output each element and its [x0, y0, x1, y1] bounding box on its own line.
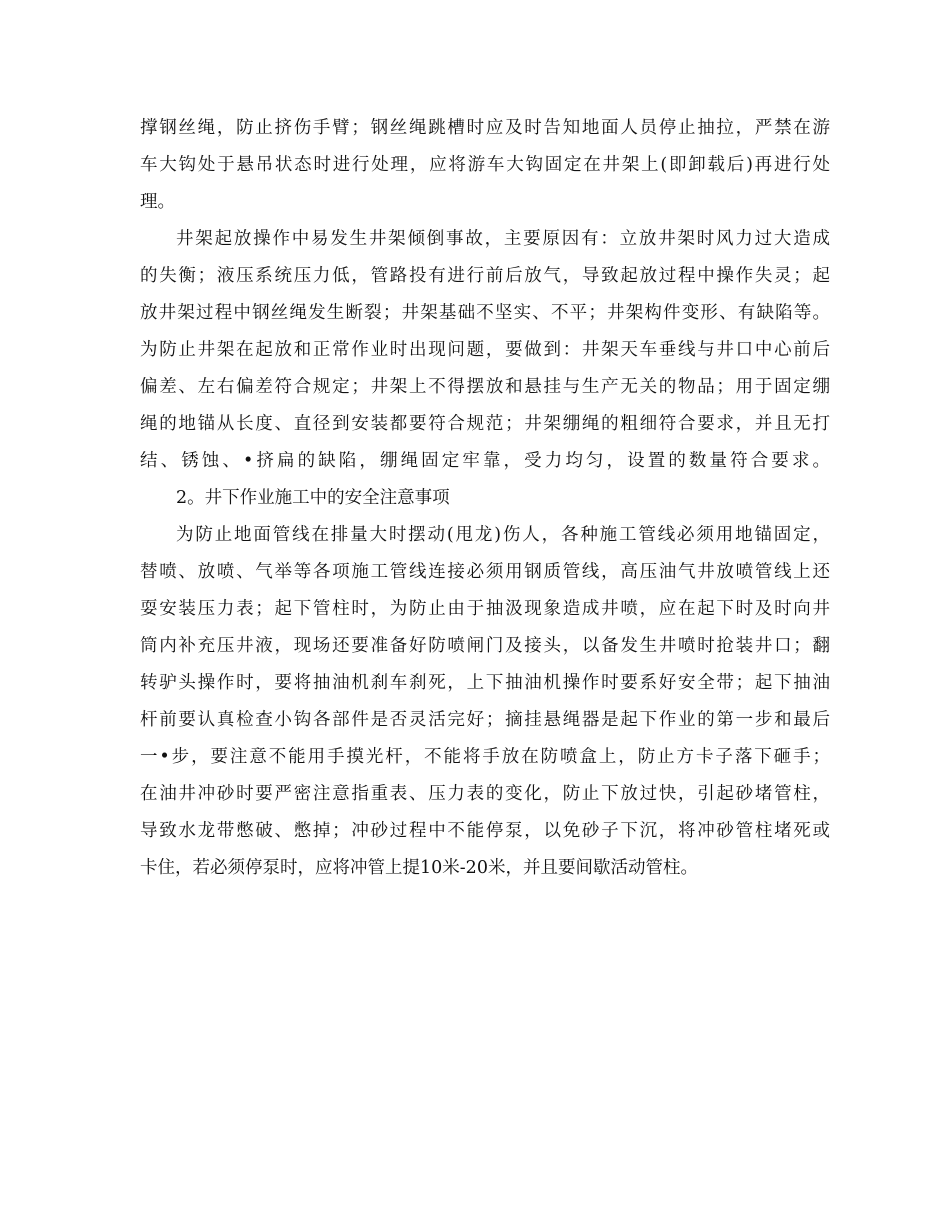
text-line: 卡住，若必须停泵时，应将冲管上提10米-20米，并且要间歇活动管柱。 [140, 858, 698, 878]
document-body [140, 110, 830, 887]
text-line: 的失衡；液压系统压力低，管路投有进行前后放气，导致起放过程中操作失灵；起 [140, 266, 830, 286]
text-line: 在油井冲砂时要严密注意指重表、压力表的变化，防止下放过快，引起砂堵管柱， [140, 784, 830, 804]
text-line: 为防止地面管线在排量大时摆动(甩龙)伤人，各种施工管线必须用地锚固定， [176, 525, 830, 545]
text-line: 一•步，要注意不能用手摸光杆，不能将手放在防喷盒上，防止方卡子落下砸手； [140, 747, 830, 767]
text-line: 绳的地锚从长度、直径到安装都要符合规范；井架绷绳的粗细符合要求，并且无打 [140, 414, 830, 434]
text-line: 放井架过程中钢丝绳发生断裂；井架基础不坚实、不平；井架构件变形、有缺陷等。 [140, 303, 830, 323]
section-title: 2。井下作业施工中的安全注意事项 [176, 488, 450, 508]
text-line: 理。 [140, 192, 175, 212]
text-line: 井架起放操作中易发生井架倾倒事故，主要原因有：立放井架时风力过大造成 [176, 229, 830, 249]
text-line: 为防止井架在起放和正常作业时出现问题，要做到：井架天车垂线与井口中心前后 [140, 340, 830, 360]
text-line: 结、锈蚀、•挤扁的缺陷，绷绳固定牢靠，受力均匀，设置的数量符合要求。 [140, 451, 830, 471]
text-line: 筒内补充压井液，现场还要准备好防喷闸门及接头，以备发生井喷时抢装井口；翻 [140, 636, 830, 656]
text-line: 撑钢丝绳，防止挤伤手臂；钢丝绳跳槽时应及时告知地面人员停止抽拉，严禁在游 [140, 118, 830, 138]
paragraph-derrick-safety [140, 221, 830, 480]
text-line: 替喷、放喷、气举等各项施工管线连接必须用钢质管线，高压油气井放喷管线上还 [140, 562, 830, 582]
text-line: 偏差、左右偏差符合规定；井架上不得摆放和悬挂与生产无关的物品；用于固定绷 [140, 377, 830, 397]
text-line: 耍安装压力表；起下管柱时，为防止由于抽汲现象造成井喷，应在起下时及时向井 [140, 599, 830, 619]
text-line: 杆前要认真检查小钩各部件是否灵活完好；摘挂悬绳器是起下作业的第一步和最后 [140, 710, 830, 730]
text-line: 车大钩处于悬吊状态时进行处理，应将游车大钩固定在井架上(即卸载后)再进行处 [140, 155, 830, 175]
section-heading [140, 480, 830, 517]
paragraph-hoist-rope [140, 110, 830, 221]
paragraph-downhole-safety [140, 517, 830, 887]
text-line: 导致水龙带憋破、憋掉；冲砂过程中不能停泵，以免砂子下沉，将冲砂管柱堵死或 [140, 821, 830, 841]
text-line: 转驴头操作时，要将抽油机刹车刹死，上下抽油机操作时要系好安全带；起下抽油 [140, 673, 830, 693]
